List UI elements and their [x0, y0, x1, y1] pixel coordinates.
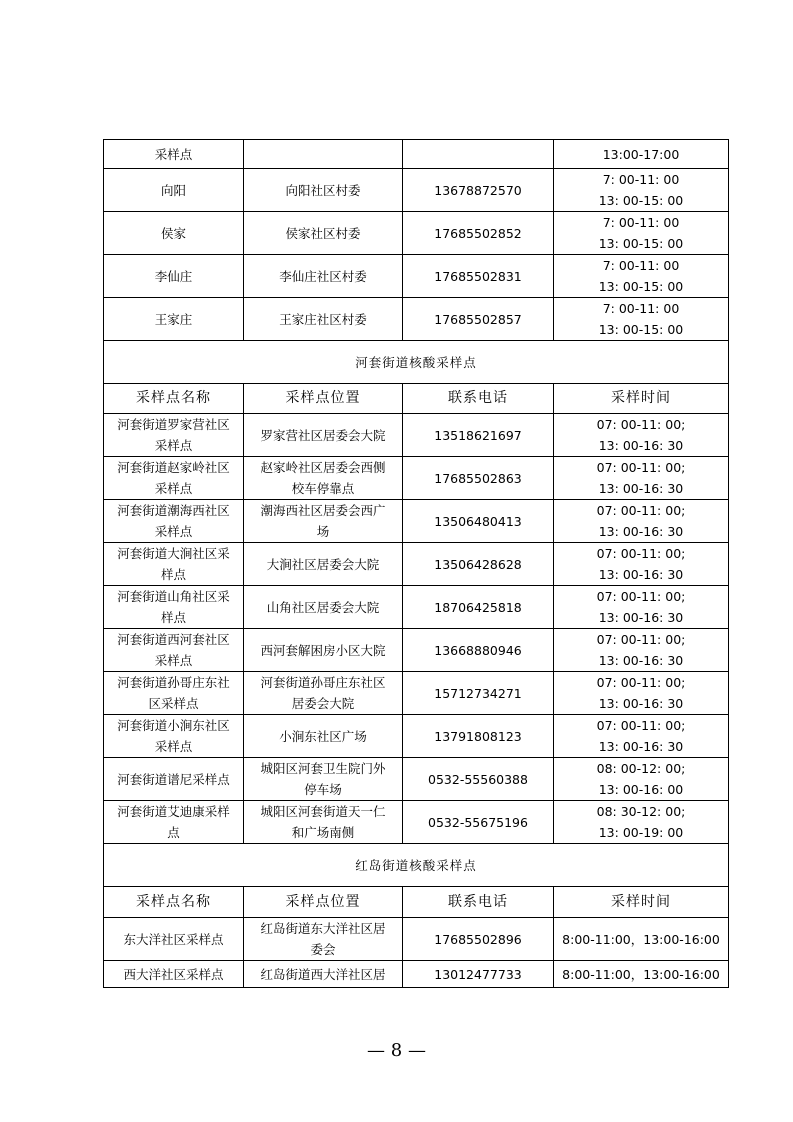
phone-cell	[403, 543, 554, 586]
time-cell-text: 7: 00-11: 00	[602, 172, 680, 187]
point-location-cell-text: 场	[316, 524, 330, 539]
point-name-cell-text: 采样点	[154, 653, 193, 668]
time-cell-text: 07: 00-11: 00;	[596, 503, 686, 518]
column-header: 联系电话	[403, 887, 554, 918]
point-name-cell-text: 采样点	[154, 438, 193, 453]
point-name-cell-text: 河套街道谱尼采样点	[117, 771, 230, 787]
point-name-cell	[104, 543, 244, 586]
phone-cell-text: 18706425818	[434, 599, 522, 615]
phone-cell-text: 17685502896	[434, 931, 522, 947]
point-location-cell	[244, 169, 403, 212]
time-cell	[554, 414, 729, 457]
table-row	[104, 586, 729, 629]
table-row	[104, 801, 729, 844]
point-location-cell-text: 西河套解困房小区大院	[260, 642, 386, 658]
point-name-cell	[104, 758, 244, 801]
section-title: 河套街道核酸采样点	[104, 341, 729, 384]
time-cell-text: 13: 00-15: 00	[598, 322, 684, 337]
point-location-cell	[244, 140, 403, 169]
phone-cell	[403, 961, 554, 988]
time-cell-text: 7: 00-11: 00	[602, 258, 680, 273]
phone-cell-text: 15712734271	[434, 685, 522, 701]
time-cell-text: 07: 00-11: 00;	[596, 460, 686, 475]
time-cell-text: 08: 30-12: 00;	[596, 804, 686, 819]
section-title: 红岛街道核酸采样点	[104, 844, 729, 887]
point-location-cell	[244, 801, 403, 844]
point-location-cell-text: 潮海西社区居委会西广	[260, 503, 386, 518]
point-name-cell	[104, 457, 244, 500]
point-location-cell	[244, 758, 403, 801]
table-row	[104, 212, 729, 255]
time-cell	[554, 758, 729, 801]
point-location-cell	[244, 715, 403, 758]
point-name-cell-text: 样点	[160, 610, 186, 625]
point-name-cell-text: 河套街道西河套社区	[117, 632, 230, 647]
phone-cell-text: 13668880946	[434, 642, 522, 658]
phone-cell-text: 13506480413	[434, 513, 522, 529]
time-cell-text: 13: 00-15: 00	[598, 279, 684, 294]
column-header: 采样点位置	[244, 887, 403, 918]
phone-cell	[403, 715, 554, 758]
time-cell-text: 13: 00-16: 30	[598, 739, 684, 754]
time-cell-text: 13: 00-16: 30	[598, 524, 684, 539]
point-name-cell-text: 西大洋社区采样点	[123, 966, 224, 982]
point-name-cell-text: 河套街道孙哥庄东社	[117, 675, 230, 690]
column-header: 采样时间	[554, 384, 729, 414]
point-name-cell	[104, 169, 244, 212]
time-cell	[554, 500, 729, 543]
point-location-cell	[244, 212, 403, 255]
point-location-cell	[244, 457, 403, 500]
point-name-cell-text: 河套街道小涧东社区	[117, 718, 230, 733]
point-location-cell	[244, 500, 403, 543]
phone-cell	[403, 255, 554, 298]
phone-cell	[403, 672, 554, 715]
time-cell-text: 13: 00-16: 30	[598, 653, 684, 668]
time-cell-text: 13: 00-16: 30	[598, 696, 684, 711]
phone-cell-text: 17685502863	[434, 470, 522, 486]
point-location-cell-text: 罗家营社区居委会大院	[260, 427, 386, 443]
table-row	[104, 672, 729, 715]
phone-cell	[403, 414, 554, 457]
point-location-cell-text: 委会	[310, 942, 336, 957]
time-cell-text: 07: 00-11: 00;	[596, 589, 686, 604]
time-cell-text: 13: 00-15: 00	[598, 236, 684, 251]
point-name-cell	[104, 961, 244, 988]
point-location-cell-text: 和广场南侧	[291, 825, 355, 840]
header-row	[104, 887, 729, 918]
time-cell-text: 13: 00-16: 30	[598, 438, 684, 453]
phone-cell-text: 13518621697	[434, 427, 522, 443]
time-cell-text: 08: 00-12: 00;	[596, 761, 686, 776]
point-name-cell	[104, 140, 244, 169]
section-title-row	[104, 844, 729, 887]
time-cell	[554, 672, 729, 715]
phone-cell	[403, 586, 554, 629]
point-location-cell-text: 大涧社区居委会大院	[266, 556, 380, 572]
point-name-cell-text: 向阳	[160, 182, 186, 198]
point-name-cell-text: 王家庄	[154, 311, 193, 327]
point-location-cell-text: 红岛街道西大洋社区居	[260, 966, 386, 982]
phone-cell	[403, 801, 554, 844]
point-name-cell-text: 侯家	[160, 225, 186, 241]
point-name-cell-text: 河套街道罗家营社区	[117, 417, 230, 432]
table-row	[104, 169, 729, 212]
phone-cell	[403, 918, 554, 961]
table-row	[104, 629, 729, 672]
point-location-cell-text: 城阳区河套卫生院门外	[260, 761, 386, 776]
point-location-cell-text: 红岛街道东大洋社区居	[260, 921, 386, 936]
point-name-cell	[104, 586, 244, 629]
point-location-cell-text: 校车停靠点	[291, 481, 355, 496]
table-row	[104, 457, 729, 500]
point-location-cell	[244, 672, 403, 715]
point-name-cell-text: 东大洋社区采样点	[123, 931, 224, 947]
phone-cell	[403, 140, 554, 169]
time-cell	[554, 629, 729, 672]
table-row	[104, 140, 729, 169]
point-name-cell	[104, 715, 244, 758]
phone-cell-text: 13678872570	[434, 182, 522, 198]
point-name-cell-text: 河套街道艾迪康采样	[117, 804, 230, 819]
phone-cell-text: 13506428628	[434, 556, 522, 572]
point-location-cell-text: 停车场	[304, 782, 342, 797]
point-location-cell-text: 河套街道孙哥庄东社区	[260, 675, 386, 690]
point-location-cell	[244, 586, 403, 629]
point-location-cell	[244, 629, 403, 672]
point-name-cell-text: 河套街道赵家岭社区	[117, 460, 230, 475]
phone-cell	[403, 169, 554, 212]
table-row	[104, 298, 729, 341]
point-name-cell-text: 采样点	[154, 739, 193, 754]
header-row	[104, 384, 729, 414]
phone-cell	[403, 758, 554, 801]
table-row	[104, 758, 729, 801]
point-location-cell	[244, 918, 403, 961]
time-cell	[554, 140, 729, 169]
point-name-cell	[104, 298, 244, 341]
table-row	[104, 255, 729, 298]
time-cell-text: 7: 00-11: 00	[602, 301, 680, 316]
point-name-cell-text: 河套街道潮海西社区	[117, 503, 230, 518]
point-location-cell-text: 居委会大院	[291, 696, 355, 711]
point-location-cell	[244, 255, 403, 298]
point-name-cell	[104, 212, 244, 255]
point-name-cell	[104, 414, 244, 457]
time-cell	[554, 255, 729, 298]
point-name-cell-text: 采样点	[154, 481, 193, 496]
time-cell	[554, 543, 729, 586]
time-cell	[554, 918, 729, 961]
point-location-cell-text: 城阳区河套街道天一仁	[260, 804, 386, 819]
time-cell-text: 13: 00-16: 30	[598, 481, 684, 496]
time-cell-text: 13: 00-16: 30	[598, 567, 684, 582]
table-row	[104, 500, 729, 543]
time-cell-text: 13:00-17:00	[602, 146, 680, 162]
point-name-cell-text: 河套街道山角社区采	[117, 589, 230, 604]
time-cell-text: 07: 00-11: 00;	[596, 632, 686, 647]
phone-cell-text: 17685502852	[434, 225, 522, 241]
point-name-cell-text: 采样点	[154, 524, 193, 539]
point-location-cell-text: 向阳社区村委	[285, 182, 361, 198]
point-name-cell-text: 样点	[160, 567, 186, 582]
point-location-cell	[244, 543, 403, 586]
point-location-cell-text: 李仙庄社区村委	[279, 268, 367, 284]
column-header: 采样点位置	[244, 384, 403, 414]
time-cell-text: 8:00-11:00，13:00-16:00	[562, 966, 720, 982]
time-cell	[554, 715, 729, 758]
time-cell-text: 13: 00-16: 30	[598, 610, 684, 625]
table-body	[104, 140, 729, 988]
phone-cell	[403, 212, 554, 255]
time-cell-text: 13: 00-15: 00	[598, 193, 684, 208]
phone-cell-text: 0532-55675196	[428, 814, 528, 830]
table-row	[104, 414, 729, 457]
phone-cell	[403, 298, 554, 341]
sampling-points-table	[103, 139, 729, 988]
time-cell	[554, 801, 729, 844]
time-cell-text: 13: 00-19: 00	[598, 825, 684, 840]
column-header: 采样时间	[554, 887, 729, 918]
phone-cell-text: 13012477733	[434, 966, 522, 982]
point-location-cell-text: 小涧东社区广场	[279, 728, 367, 744]
time-cell-text: 13: 00-16: 00	[598, 782, 684, 797]
point-name-cell-text: 区采样点	[148, 696, 199, 711]
point-name-cell-text: 点	[167, 825, 180, 840]
point-name-cell	[104, 255, 244, 298]
phone-cell-text: 0532-55560388	[428, 771, 528, 787]
phone-cell-text: 17685502831	[434, 268, 522, 284]
phone-cell	[403, 457, 554, 500]
point-location-cell	[244, 961, 403, 988]
column-header: 采样点名称	[104, 887, 244, 918]
point-location-cell	[244, 298, 403, 341]
point-name-cell	[104, 801, 244, 844]
point-location-cell	[244, 414, 403, 457]
point-location-cell-text: 山角社区居委会大院	[266, 599, 380, 615]
table-row	[104, 715, 729, 758]
page-number: — 8 —	[367, 1040, 426, 1061]
time-cell-text: 07: 00-11: 00;	[596, 546, 686, 561]
table-row	[104, 961, 729, 988]
point-location-cell-text: 赵家岭社区居委会西侧	[260, 460, 386, 475]
point-name-cell-text: 河套街道大涧社区采	[117, 546, 230, 561]
point-name-cell-text: 李仙庄	[154, 268, 193, 284]
point-name-cell	[104, 672, 244, 715]
table-row	[104, 918, 729, 961]
time-cell-text: 07: 00-11: 00;	[596, 417, 686, 432]
point-name-cell	[104, 500, 244, 543]
time-cell	[554, 298, 729, 341]
point-name-cell	[104, 629, 244, 672]
time-cell-text: 7: 00-11: 00	[602, 215, 680, 230]
time-cell-text: 07: 00-11: 00;	[596, 675, 686, 690]
time-cell-text: 07: 00-11: 00;	[596, 718, 686, 733]
time-cell	[554, 586, 729, 629]
table-row	[104, 543, 729, 586]
time-cell	[554, 961, 729, 988]
section-title-row	[104, 341, 729, 384]
time-cell	[554, 457, 729, 500]
point-location-cell-text: 侯家社区村委	[285, 225, 361, 241]
point-name-cell-text: 采样点	[154, 146, 193, 162]
time-cell	[554, 212, 729, 255]
phone-cell	[403, 629, 554, 672]
time-cell-text: 8:00-11:00，13:00-16:00	[562, 931, 720, 947]
point-location-cell-text: 王家庄社区村委	[279, 311, 367, 327]
column-header: 采样点名称	[104, 384, 244, 414]
phone-cell-text: 13791808123	[434, 728, 522, 744]
time-cell	[554, 169, 729, 212]
phone-cell	[403, 500, 554, 543]
point-name-cell	[104, 918, 244, 961]
phone-cell-text: 17685502857	[434, 311, 522, 327]
column-header: 联系电话	[403, 384, 554, 414]
